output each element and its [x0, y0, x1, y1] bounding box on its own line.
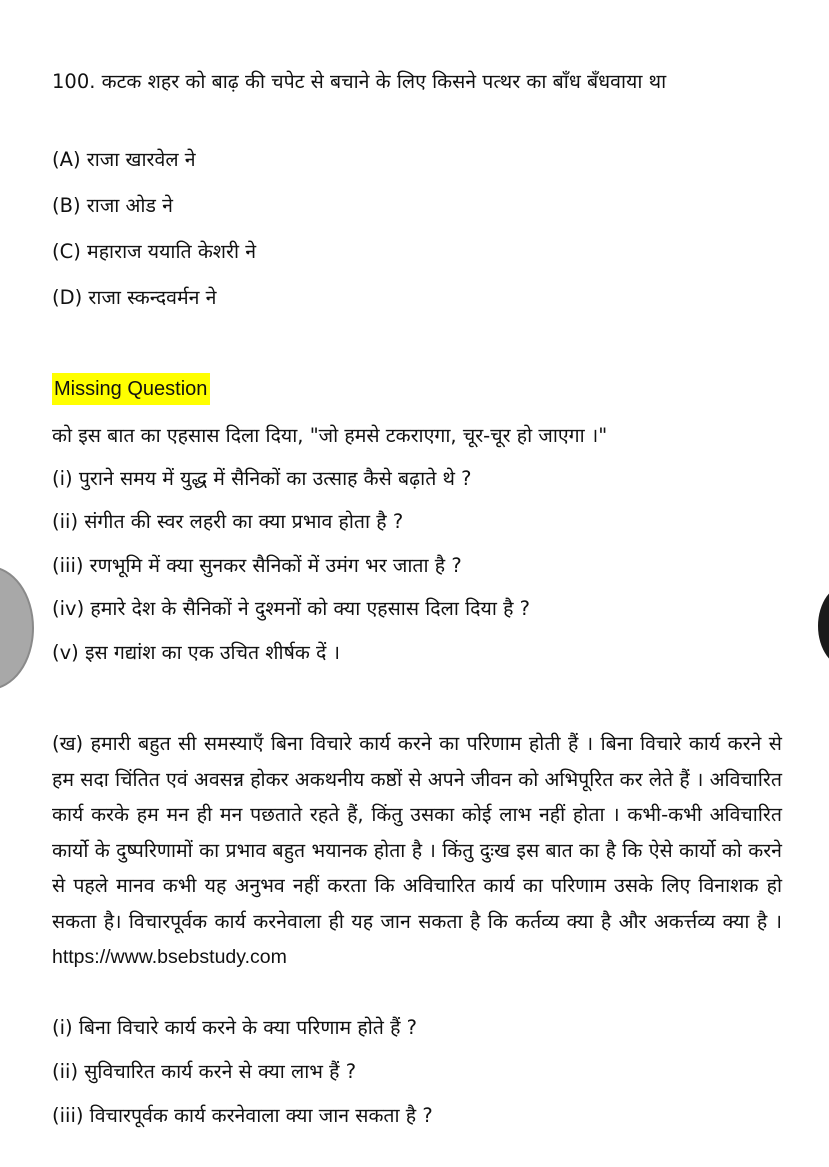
missing-q1: (i) पुराने समय में युद्ध में सैनिकों का उत्साह कैसे बढ़ाते थे ? — [52, 467, 472, 490]
kha-q1: (i) बिना विचारे कार्य करने के क्या परिणाम होते हैं ? — [52, 1016, 417, 1039]
kha-q3: (iii) विचारपूर्वक कार्य करनेवाला क्या जान सकता है ? — [52, 1104, 433, 1127]
scan-artifact-left — [0, 566, 34, 690]
option-a: (A) राजा खारवेल ने — [52, 148, 196, 171]
source-link[interactable]: https://www.bsebstudy.com — [52, 946, 287, 968]
kha-q2: (ii) सुविचारित कार्य करने से क्या लाभ हैं ? — [52, 1060, 357, 1083]
missing-intro: को इस बात का एहसास दिला दिया, "जो हमसे टकराएगा, चूर-चूर हो जाएगा ।" — [52, 424, 608, 447]
missing-q5: (v) इस गद्यांश का एक उचित शीर्षक दें । — [52, 641, 340, 664]
question-100: 100. कटक शहर को बाढ़ की चपेट से बचाने के लिए किसने पत्थर का बाँध बँधवाया था — [52, 70, 667, 93]
option-b: (B) राजा ओड ने — [52, 194, 173, 217]
missing-question-heading: Missing Question — [52, 373, 210, 405]
missing-q4: (iv) हमारे देश के सैनिकों ने दुश्मनों को क्या एहसास दिला दिया है ? — [52, 597, 530, 620]
missing-q3: (iii) रणभूमि में क्या सुनकर सैनिकों में उमंग भर जाता है ? — [52, 554, 462, 577]
missing-q2: (ii) संगीत की स्वर लहरी का क्या प्रभाव होता है ? — [52, 510, 404, 533]
option-d: (D) राजा स्कन्दवर्मन ने — [52, 286, 217, 309]
passage-text: (ख) हमारी बहुत सी समस्याएँ बिना विचारे कार्य करने का परिणाम होती हैं । बिना विचारे कार्य करने से हम सदा चिंतित एवं अवसन्न होकर अकथनीय कष्ठों से अपने जीवन को अभिपूरित कर लेते हैं । अविचारित कार्य करके हम मन ही मन पछताते रहते हैं, किंतु उसका कोई लाभ नहीं होता । कभी-कभी अविचारित कार्यो के दुष्परिणामों का प्रभाव बहुत भयानक होता है । किंतु दुःख इस बात का है कि ऐसे कार्यो को करने से पहले मानव कभी यह अनुभव नहीं करता कि अविचारित कार्य का परिणाम उसके लिए विनाशक हो सकता है। विचारपूर्वक कार्य करनेवाला ही यह जान सकता है कि कर्तव्य क्या है और अकर्त्तव्य क्या है । — [52, 732, 782, 933]
option-c: (C) महाराज ययाति केशरी ने — [52, 240, 257, 263]
passage-kha — [52, 726, 782, 976]
scan-artifact-right — [818, 584, 829, 668]
